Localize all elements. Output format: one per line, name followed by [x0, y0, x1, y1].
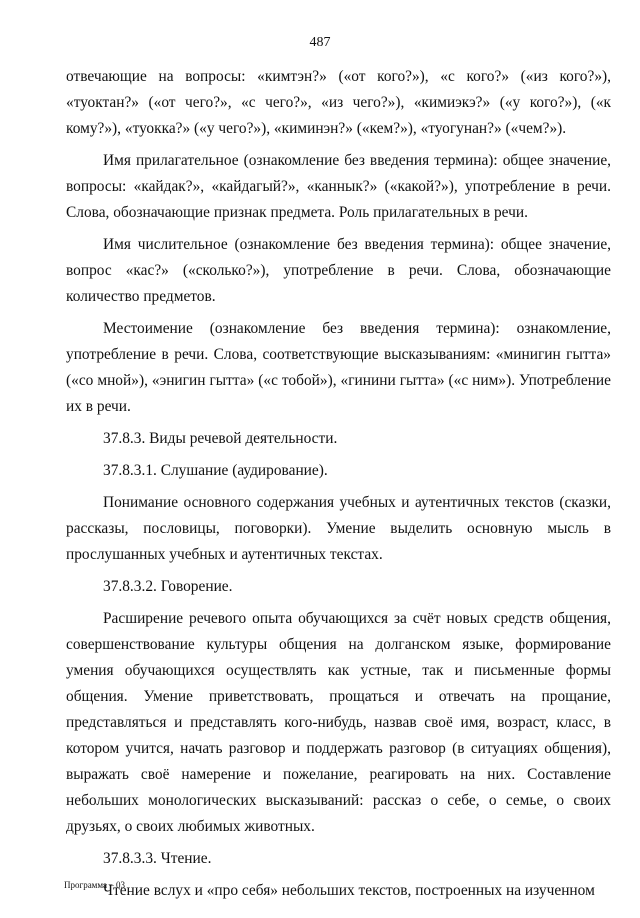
- section-heading-speech-activity: 37.8.3. Виды речевой деятельности.: [103, 430, 338, 447]
- paragraph-adjective: Имя прилагательное (ознакомление без введения термина): общее значение, вопросы: «кайдак?», «кайдагый?», «каннык?» («какой?»), употребление в речи. Слова, обозначающие признак предмета. Роль прилагательных в речи.: [66, 152, 611, 221]
- section-heading-listening: 37.8.3.1. Слушание (аудирование).: [103, 462, 328, 479]
- page-body: [66, 64, 611, 904]
- paragraph-reading: Чтение вслух и «про себя» небольших текстов, построенных на изученном: [103, 882, 595, 899]
- paragraph-case-questions: отвечающие на вопросы: «кимтэн?» («от кого?»), «с кого?» («из кого?»), «туоктан?» («от чего?», «с чего?», «из чего?»), «кимиэкэ?» («у кого?»), («к кому?»), «туокка?» («у чего?»), «киминэн?» («кем?»), «туогунан?» («чем?»).: [66, 68, 611, 137]
- section-heading-speaking: 37.8.3.2. Говорение.: [103, 578, 233, 595]
- page-footer: Программа – 03: [64, 880, 126, 890]
- section-heading-reading: 37.8.3.3. Чтение.: [103, 850, 212, 867]
- paragraph-numeral: Имя числительное (ознакомление без введения термина): общее значение, вопрос «кас?» («сколько?»), употребление в речи. Слова, обозначающие количество предметов.: [66, 236, 611, 305]
- page-number: 487: [309, 35, 331, 50]
- paragraph-pronoun: Местоимение (ознакомление без введения термина): ознакомление, употребление в речи. Слова, соответствующие высказываниям: «минигин гытта» («со мной»), «энигин гытта» («с тобой»), «гинини гытта» («с ним»). Употребление их в речи.: [66, 320, 611, 415]
- paragraph-speaking: Расширение речевого опыта обучающихся за счёт новых средств общения, совершенствование культуры общения на долганском языке, формирование умения обучающихся осуществлять как устные, так и письменные формы общения. Умение приветствовать, прощаться и отвечать на прощание, представляться и представлять кого-нибудь, назвав своё имя, возраст, класс, в котором учится, начать разговор и поддержать разговор (в ситуациях общения), выражать своё намерение и пожелание, реагировать на них. Составление небольших монологических высказываний: рассказ о себе, о семье, о своих друзьях, о своих любимых животных.: [66, 610, 611, 835]
- paragraph-listening: Понимание основного содержания учебных и аутентичных текстов (сказки, рассказы, пословицы, поговорки). Умение выделить основную мысль в прослушанных учебных и аутентичных текстах.: [66, 494, 611, 563]
